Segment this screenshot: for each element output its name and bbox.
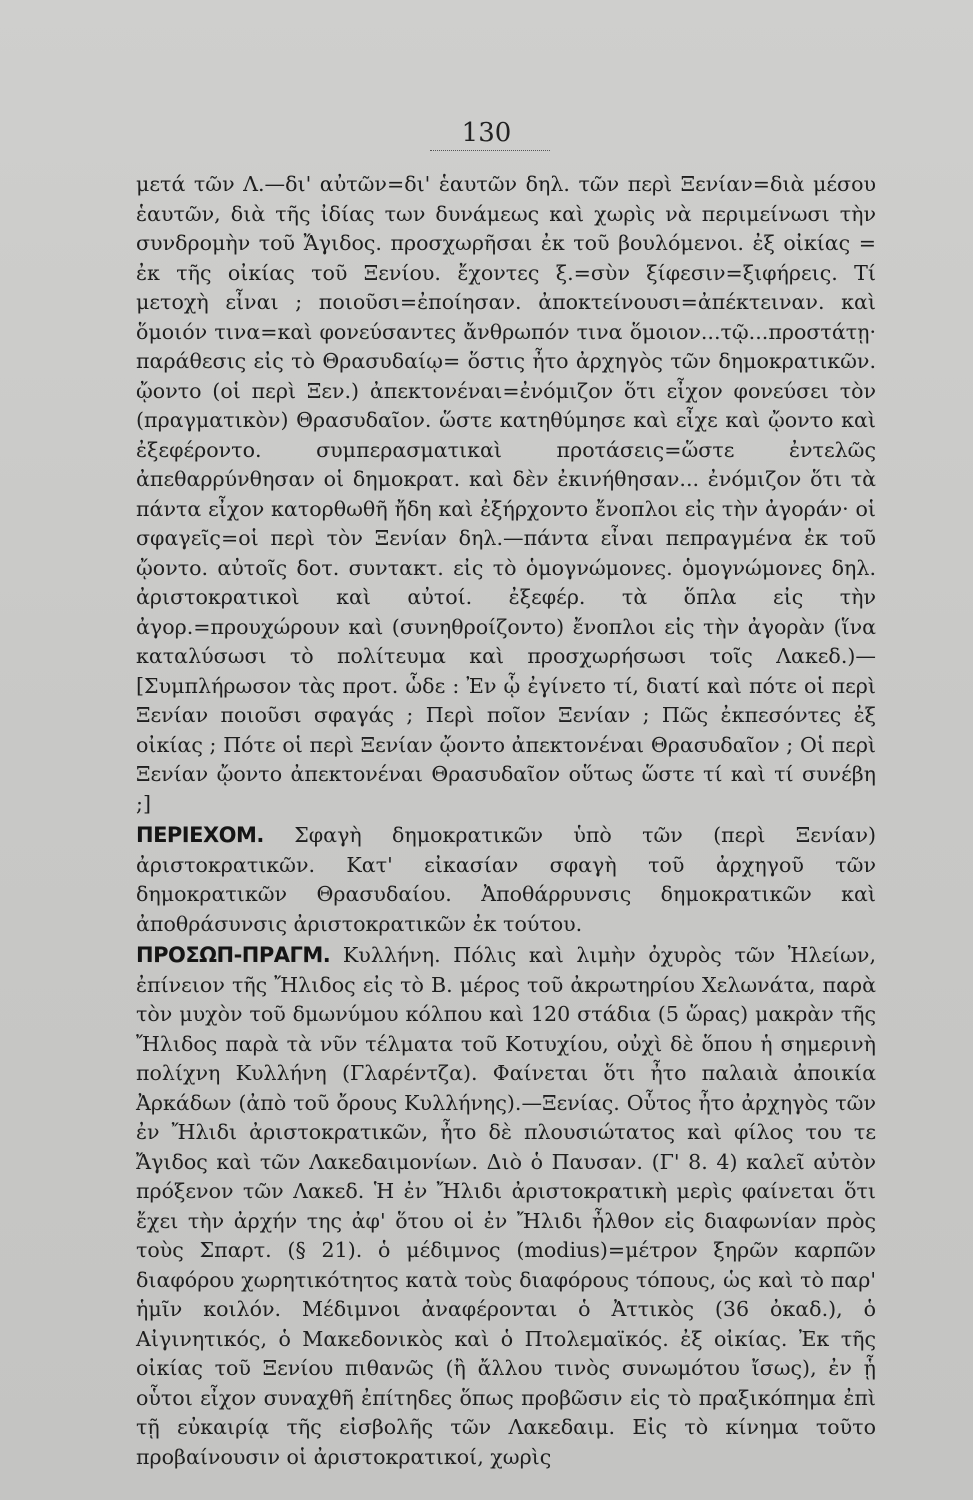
page-number: 130	[461, 118, 512, 148]
persons-text: Κυλλήνη. Πόλις καὶ λιμὴν ὀχυρὸς τῶν Ἠλείων, ἐπίνειον τῆς Ἤλιδος εἰς τὸ Β. μέρος τοῦ ἀκρωτηρίου Χελωνάτα, παρὰ τὸν μυχὸν τοῦ δμωνύμου κόλπου καὶ 120 στάδια (5 ὥρας) μακρὰν τῆς Ἤλιδος παρὰ τὰ νῦν τέλματα τοῦ Κοτυχίου, οὐχὶ δὲ ὅπου ἡ σημερινὴ πολίχνη Κυλλήνη (Γλαρέντζα). Φαίνεται ὅτι ἦτο παλαιὰ ἀποικία Ἀρκάδων (ἀπὸ τοῦ ὄρους Κυλλήνης).—Ξενίας. Οὗτος ἦτο ἀρχηγὸς τῶν ἐν Ἤλιδι ἀριστοκρατικῶν, ἦτο δὲ πλουσιώτατος καὶ φίλος του τε Ἄγιδος καὶ τῶν Λακεδαιμονίων. Διὸ ὁ Παυσαν. (Γ' 8. 4) καλεῖ αὐτὸν πρόξενον τῶν Λακεδ. Ἡ ἐν Ἤλιδι ἀριστοκρατικὴ μερὶς φαίνεται ὅτι ἔχει τὴν ἀρχήν της ἀφ' ὅτου οἱ ἐν Ἤλιδι ἦλθον εἰς διαφωνίαν πρὸς τοὺς Σπαρτ. (§ 21). ὁ μέδιμνος (modius)=μέτρον ξηρῶν καρπῶν διαφόρου χωρητικότητος κατὰ τοὺς διαφόρους τόπους, ὡς καὶ τὸ παρ' ἡμῖν κοιλόν. Μέδιμνοι ἀναφέρονται ὁ Ἀττικὸς (36 ὀκαδ.), ὁ Αἰγινητικός, ὁ Μακεδονικὸς καὶ ὁ Πτολεμαϊκός. ἐξ οἰκίας. Ἐκ τῆς οἰκίας τοῦ Ξενίου πιθανῶς (ἢ ἄλλου τινὸς συνωμότου ἴσως), ἐν ᾗ οὗτοι εἶχον συναχθῆ ἐπίτηδες ὅπως προβῶσιν εἰς τὸ πραξικόπημα ἐπὶ τῇ εὐκαιρίᾳ τῆς εἰσβολῆς τῶν Λακεδαιμ. Εἰς τὸ κίνημα τοῦτο προβαίνουσιν οἱ ἀριστοκρατικοί, χωρὶς	[136, 943, 876, 1469]
page-number-rule	[430, 150, 550, 151]
persons-paragraph	[136, 941, 876, 1472]
contents-text: Σφαγὴ δημοκρατικῶν ὑπὸ τῶν (περὶ Ξενίαν) ἀριστοκρατικῶν. Κατ' εἰκασίαν σφαγὴ τοῦ ἀρχηγοῦ τῶν δημοκρατικῶν Θρασυδαίου. Ἀποθάρρυνσις δημοκρατικῶν καὶ ἀποθράσυνσις ἀριστοκρατικῶν ἐκ τούτου.	[136, 823, 877, 936]
persons-label: ΠΡΟΣΩΠ-ΠΡΑΓΜ.	[136, 943, 331, 967]
contents-paragraph	[136, 821, 876, 939]
commentary-text: μετά τῶν Λ.—δι' αὐτῶν=δι' ἑαυτῶν δηλ. τῶν περὶ Ξενίαν=διὰ μέσου ἑαυτῶν, διὰ τῆς ἰδίας των δυνάμεως καὶ χωρὶς νὰ περιμείνωσι τὴν συνδρομὴν τοῦ Ἄγιδος. προσχωρῆσαι ἐκ τοῦ βουλόμενοι. ἐξ οἰκίας = ἐκ τῆς οἰκίας τοῦ Ξενίου. ἔχοντες ξ.=σὺν ξίφεσιν=ξιφήρεις. Τί μετοχὴ εἶναι ; ποιοῦσι=ἐποίησαν. ἀποκτείνουσι=ἀπέκτειναν. καὶ ὅμοιόν τινα=καὶ φονεύσαντες ἄνθρωπόν τινα ὅμοιον...τῷ...προστάτῃ· παράθεσις εἰς τὸ Θρασυδαίῳ= ὅστις ἦτο ἀρχηγὸς τῶν δημοκρατικῶν. ᾤοντο (οἱ περὶ Ξεν.) ἀπεκτονέναι=ἐνόμιζον ὅτι εἶχον φονεύσει τὸν (πραγματικὸν) Θρασυδαῖον. ὥστε κατηθύμησε καὶ εἶχε καὶ ᾤοντο καὶ ἐξεφέροντο. συμπερασματικαὶ προτάσεις=ὥστε ἐντελῶς ἀπεθαρρύνθησαν οἱ δημοκρατ. καὶ δὲν ἐκινήθησαν... ἐνόμιζον ὅτι τὰ πάντα εἶχον κατορθωθῆ ἤδη καὶ ἐξήρχοντο ἔνοπλοι εἰς τὴν ἀγοράν· οἱ σφαγεῖς=οἱ περὶ τὸν Ξενίαν δηλ.—πάντα εἶναι πεπραγμένα ἐκ τοῦ ᾤοντο. αὐτοῖς δοτ. συντακτ. εἰς τὸ ὁμογνώμονες. ὁμογνώμονες δηλ. ἀριστοκρατικοὶ καὶ αὐτοί. ἐξεφέρ. τὰ ὅπλα εἰς τὴν ἀγορ.=προυχώρουν καὶ (συνηθροίζοντο) ἔνοπλοι εἰς τὴν ἀγορὰν (ἵνα καταλύσωσι τὸ πολίτευμα καὶ προσχωρήσωσι τοῖς Λακεδ.)—[Συμπλήρωσον τὰς προτ. ὧδε : Ἐν ᾧ ἐγίνετο τί, διατί καὶ πότε οἱ περὶ Ξενίαν ποιοῦσι σφαγάς ; Περὶ ποῖον Ξενίαν ; Πῶς ἐκπεσόντες ἐξ οἰκίας ; Πότε οἱ περὶ Ξενίαν ᾤοντο ἀπεκτονέναι Θρασυδαῖον ; Οἱ περὶ Ξενίαν ᾤοντο ἀπεκτονέναι Θρασυδαῖον οὕτως ὥστε τί καὶ τί συνέβη ;]	[136, 172, 876, 816]
commentary-paragraph	[136, 170, 876, 819]
page-content	[136, 170, 876, 1472]
contents-label: ΠΕΡΙΕΧΟΜ.	[136, 823, 264, 847]
